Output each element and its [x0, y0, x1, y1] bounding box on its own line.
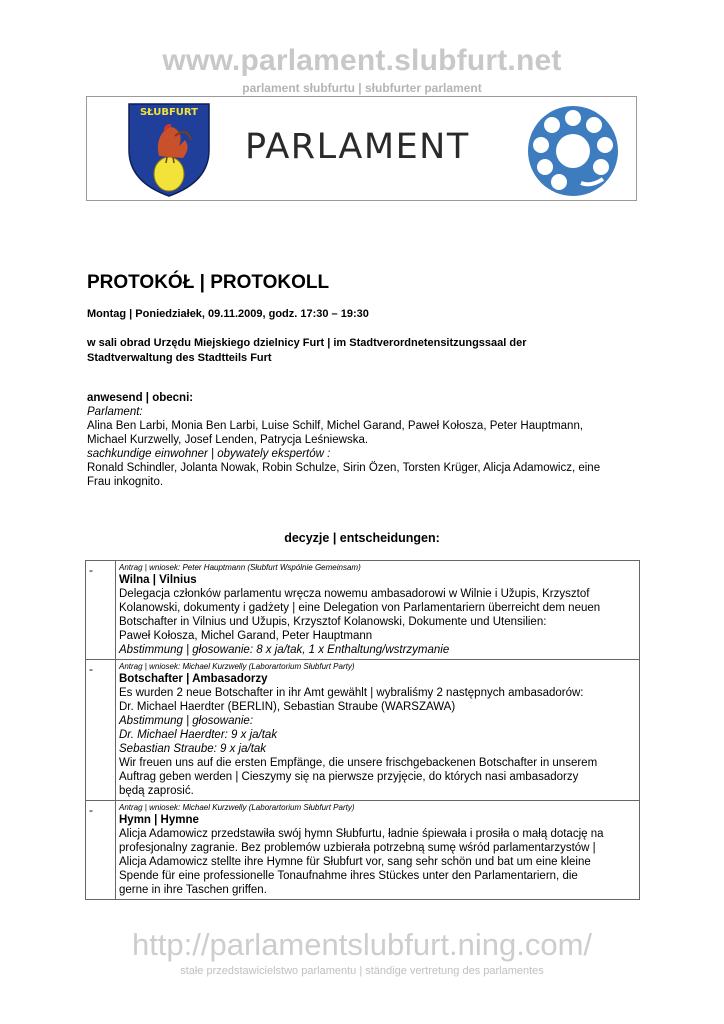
vote-result: Sebastian Straube: 9 x ja/tak: [119, 743, 267, 755]
decision-text: Alicja Adamowicz stellte ihre Hymne für Słubfurt vor, sang sehr schön und bat um eine kleine: [119, 856, 591, 868]
row-bullet: -: [86, 660, 116, 801]
decision-title: Wilna | Vilnius: [119, 574, 197, 586]
motion-author: Antrag | wniosek: Michael Kurzwelly (Laborartorium Słubfurt Party): [119, 803, 355, 812]
vote-result: Abstimmung | głosowanie:: [119, 715, 254, 727]
decision-text: gerne in ihre Taschen griffen.: [119, 884, 267, 896]
decision-text: Wir freuen uns auf die ersten Empfänge, die unsere frischgebackenen Botschafter in unserem: [119, 757, 598, 769]
decision-cell: [116, 801, 640, 900]
decision-cell: [116, 561, 640, 660]
row-bullet: -: [86, 561, 116, 660]
decision-text: Paweł Kołosza, Michel Garand, Peter Hauptmann: [119, 630, 373, 642]
decisions-heading: decyzje | entscheidungen:: [284, 531, 440, 545]
decision-text: Delegacja członków parlamentu wręcza nowemu ambasadorowi w Wilnie i Užupis, Krzysztof: [119, 588, 590, 600]
parliament-members-line-2: Michael Kurzwelly, Josef Lenden, Patrycja Leśniewska.: [87, 434, 369, 446]
decisions-table: [85, 560, 640, 900]
experts-line-1: Ronald Schindler, Jolanta Nowak, Robin Schulze, Sirin Özen, Torsten Krüger, Alicja Adamowicz, eine: [87, 462, 601, 474]
parliament-label: Parlament:: [87, 406, 143, 418]
motion-author: Antrag | wniosek: Michael Kurzwelly (Laborartorium Słubfurt Party): [119, 662, 355, 671]
row-bullet: -: [86, 801, 116, 900]
motion-author: Antrag | wniosek: Peter Hauptmann (Słubfurt Wspólnie Gemeinsam): [119, 563, 361, 572]
meeting-location-line-2: Stadtverwaltung des Stadtteils Furt: [87, 352, 272, 364]
attendance-section: [87, 391, 647, 489]
decision-row-hymn: [86, 801, 640, 900]
experts-line-2: Frau inkognito.: [87, 476, 164, 488]
decision-text: profesjonalny zagranie. Bez problemów uzbierała potrzebną sumę wśród parlamentarzystów |: [119, 842, 596, 854]
decision-title: Hymn | Hymne: [119, 814, 199, 826]
decision-text: Spende für eine professionelle Tonaufnahme ihres Stückes unter den Parlamentariern, die: [119, 870, 578, 882]
parliament-members-line-1: Alina Ben Larbi, Monia Ben Larbi, Luise Schilf, Michel Garand, Paweł Kołosza, Peter Hauptmann,: [87, 420, 584, 432]
vote-result: Abstimmung | głosowanie: 8 x ja/tak, 1 x Enthaltung/wstrzymanie: [119, 644, 450, 656]
footer-url[interactable]: http://parlamentslubfurt.ning.com/: [131, 927, 593, 962]
site-subtitle: parlament słubfurtu | słubfurter parlament: [242, 81, 482, 95]
decision-cell: [116, 660, 640, 801]
crest-label: SŁUBFURT: [139, 107, 199, 118]
document-title: PROTOKÓŁ | PROTOKOLL: [87, 272, 330, 293]
banner-parlament-wordmark: PARLAMENT: [245, 127, 470, 167]
decision-text: Kolanowski, dokumenty i gadżety | eine Delegation von Parlamentariern überreicht dem neuen: [119, 602, 601, 614]
site-url[interactable]: www.parlament.slubfurt.net: [162, 44, 562, 77]
attendance-heading: anwesend | obecni:: [87, 392, 194, 404]
decision-text: będą zaprosić.: [119, 785, 194, 797]
decision-row-vilnius: [86, 561, 640, 660]
decision-text: Botschafter in Vilnius und Užupis, Krzysztof Kolanowski, Dokumente und Utensilien:: [119, 616, 547, 628]
decision-text: Dr. Michael Haerdter (BERLIN), Sebastian Straube (WARSZAWA): [119, 701, 456, 713]
experts-label: sachkundige einwohner | obywately ekspertów :: [87, 448, 331, 460]
vote-result: Dr. Michael Haerdter: 9 x ja/tak: [119, 729, 278, 741]
decision-title: Botschafter | Ambasadorzy: [119, 673, 268, 685]
decision-text: Es wurden 2 neue Botschafter in ihr Amt gewählt | wybraliśmy 2 następnych ambasadorów:: [119, 687, 584, 699]
decision-text: Alicja Adamowicz przedstawiła swój hymn Słubfurtu, ładnie śpiewała i prosiła o małą dotację na: [119, 828, 604, 840]
footer-subtitle: stałe przedstawicielstwo parlamentu | ständige vertretung des parlamentes: [180, 965, 544, 977]
header-banner: [86, 96, 637, 201]
meeting-location-line-1: w sali obrad Urzędu Miejskiego dzielnicy Furt | im Stadtverordnetensitzungssaal der: [87, 337, 527, 349]
rotary-dial-icon: [525, 103, 621, 199]
decision-text: Auftrag geben werden | Cieszymy się na pierwsze przyjęcie, do których nasi ambasadorzy: [119, 771, 579, 783]
meeting-date: Montag | Poniedziałek, 09.11.2009, godz. 17:30 – 19:30: [87, 308, 369, 320]
decision-row-ambassadors: [86, 660, 640, 801]
slubfurt-crest-logo: [125, 100, 213, 198]
